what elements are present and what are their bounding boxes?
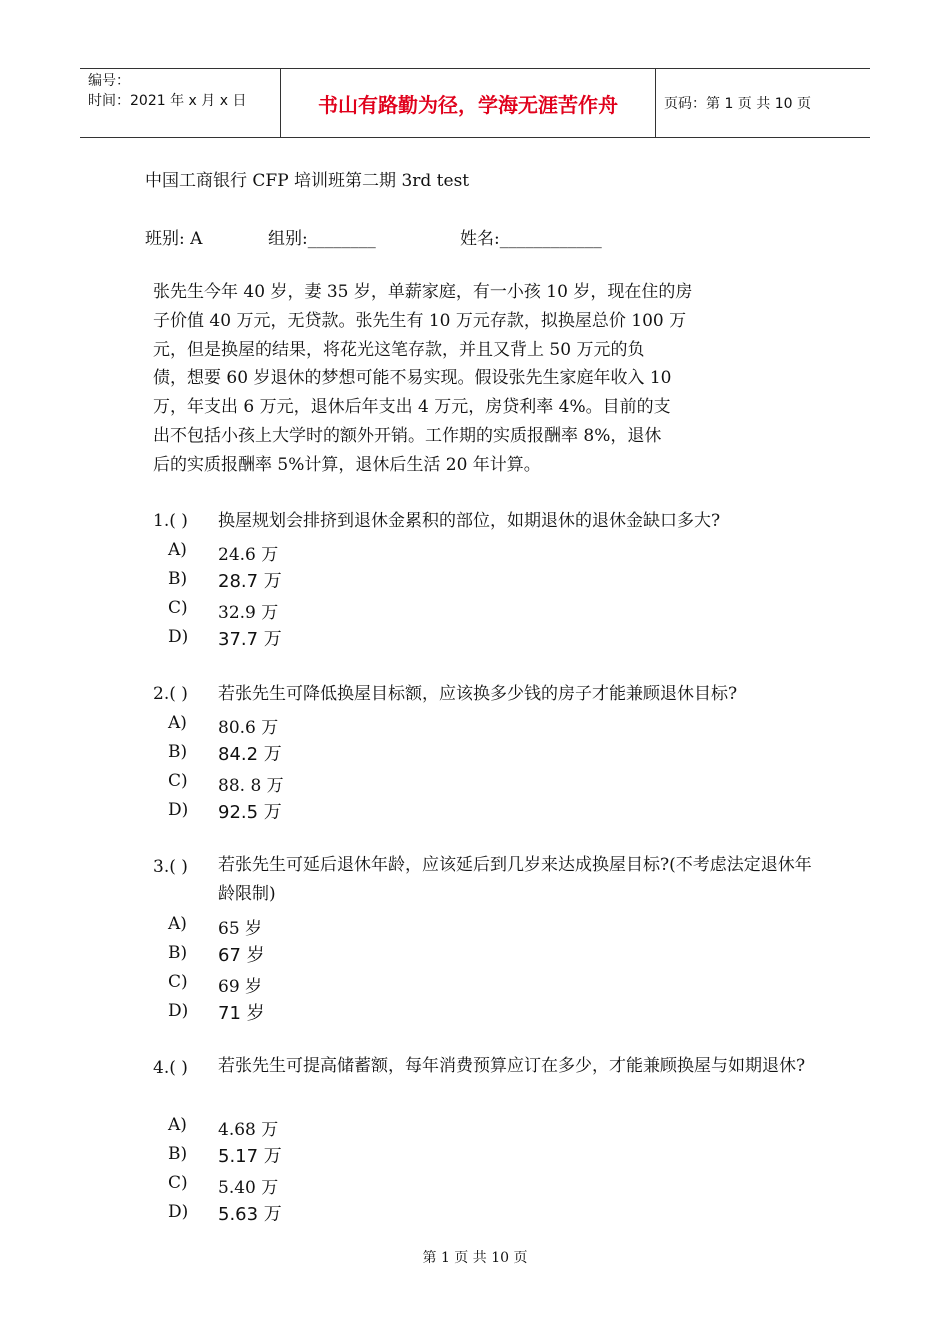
option-text: 67 岁 <box>218 945 265 966</box>
option-text: 88. 8 万 <box>218 776 284 796</box>
question-text: 若张先生可延后退休年龄，应该延后到几岁来达成换屋目标?(不考虑法定退休年龄限制) <box>218 855 812 904</box>
option-text: 32.9 万 <box>218 603 279 623</box>
scenario-paragraph <box>153 278 753 480</box>
question-number: 2.( ) <box>153 684 188 704</box>
name-label: 姓名:____________ <box>460 229 602 249</box>
option-text: 5.17 万 <box>218 1146 282 1167</box>
page-header <box>80 68 870 138</box>
question-number: 4.( ) <box>153 1058 188 1078</box>
option-text: 71 岁 <box>218 1003 265 1024</box>
scenario-line: 万，年支出 6 万元，退休后年支出 4 万元，房贷利率 4%。目前的支 <box>153 397 671 418</box>
page-footer: 第 1 页 共 10 页 <box>422 1250 528 1266</box>
option-label: A) <box>168 914 187 934</box>
option-text: 65 岁 <box>218 919 263 939</box>
document-title: 中国工商银行 CFP 培训班第二期 3rd test <box>145 171 470 191</box>
option-text: 5.63 万 <box>218 1204 282 1225</box>
option-label: D) <box>168 800 189 820</box>
option-text: 69 岁 <box>218 977 263 997</box>
number-label: 编号： <box>88 73 130 89</box>
option-label: B) <box>168 943 188 963</box>
question-number: 3.( ) <box>153 857 188 877</box>
option-label: C) <box>168 771 188 791</box>
option-label: D) <box>168 1001 189 1021</box>
group-label: 组别:________ <box>268 229 376 249</box>
class-label: 班别: A <box>145 229 203 249</box>
date-label: 时间：2021 年 x 月 x 日 <box>88 93 247 109</box>
question-number: 1.( ) <box>153 511 188 531</box>
header-motto: 书山有路勤为径，学海无涯苦作舟 <box>280 69 656 137</box>
scenario-line: 张先生今年 40 岁，妻 35 岁，单薪家庭，有一小孩 10 岁，现在住的房 <box>153 282 693 302</box>
scenario-line: 债，想要 60 岁退休的梦想可能不易实现。假设张先生家庭年收入 10 <box>153 368 672 389</box>
option-text: 92.5 万 <box>218 802 282 823</box>
option-label: A) <box>168 540 187 560</box>
header-page-info: 页码：第 1 页 共 10 页 <box>664 96 811 112</box>
option-label: D) <box>168 627 189 647</box>
option-label: A) <box>168 1115 187 1135</box>
option-label: A) <box>168 713 187 733</box>
question-text: 若张先生可提高储蓄额，每年消费预算应订在多少，才能兼顾换屋与如期退休? <box>218 1056 806 1076</box>
option-text: 80.6 万 <box>218 718 279 738</box>
option-label: B) <box>168 1144 188 1164</box>
question-text: 若张先生可降低换屋目标额，应该换多少钱的房子才能兼顾退休目标? <box>218 684 738 704</box>
option-label: B) <box>168 742 188 762</box>
option-label: C) <box>168 598 188 618</box>
option-text: 84.2 万 <box>218 744 282 765</box>
scenario-line: 出不包括小孩上大学时的额外开销。工作期的实质报酬率 8%，退休 <box>153 425 662 446</box>
option-label: C) <box>168 1173 188 1193</box>
scenario-line: 后的实质报酬率 5%计算，退休后生活 20 年计算。 <box>153 454 541 475</box>
option-label: C) <box>168 972 188 992</box>
option-text: 24.6 万 <box>218 545 279 565</box>
question-text: 换屋规划会排挤到退休金累积的部位，如期退休的退休金缺口多大? <box>218 511 721 531</box>
option-label: B) <box>168 569 188 589</box>
option-text: 4.68 万 <box>218 1120 279 1140</box>
option-text: 37.7 万 <box>218 629 282 650</box>
scenario-line: 子价值 40 万元，无贷款。张先生有 10 万元存款，拟换屋总价 100 万 <box>153 310 687 331</box>
option-text: 5.40 万 <box>218 1178 279 1198</box>
header-meta <box>80 69 280 137</box>
scenario-line: 元，但是换屋的结果，将花光这笔存款，并且又背上 50 万元的负 <box>153 339 645 360</box>
option-text: 28.7 万 <box>218 571 282 592</box>
option-label: D) <box>168 1202 189 1222</box>
